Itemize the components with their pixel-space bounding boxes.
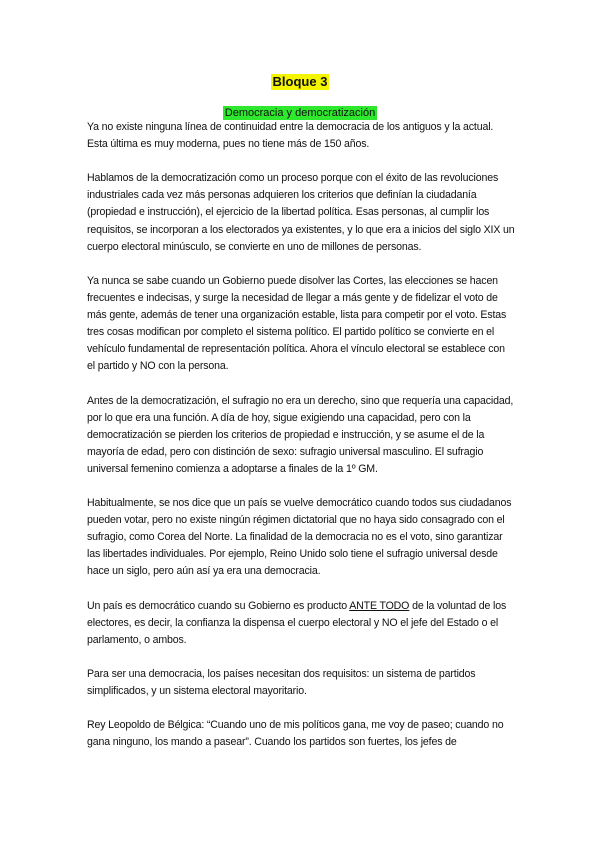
paragraph-6 (87, 598, 515, 649)
paragraph-8: Rey Leopoldo de Bélgica: “Cuando uno de mis políticos gana, me voy de paseo; cuando no gana ninguno, los mando a pasear”. Cuando los partidos son fuertes, los jefes de (87, 719, 504, 749)
document-subtitle: Democracia y democratización (224, 107, 376, 119)
paragraph-5: Habitualmente, se nos dice que un país se vuelve democrático cuando todos sus ciudadanos pueden votar, pero no existe ningún régimen dictatorial que no haya sido consagrado con el sufragio, como Corea del Norte. La finalidad de la democracia no es el voto, sino garantizar las libertades individuales. Por ejemplo, Reino Unido solo tiene el sufragio universal desde hace un siglo, pero aún así ya era una democracia. (87, 497, 512, 578)
document-title: Bloque 3 (272, 74, 328, 89)
paragraph-2: Hablamos de la democratización como un proceso porque con el éxito de las revoluciones industriales cada vez más personas adquieren los criterios que definían la ciudadanía (propiedad e instrucción), el ejercicio de la libertad política. Esas personas, al cumplir los requisitos, se incorporan a los electorados ya existentes, y lo que era a inicios del siglo XIX un cuerpo electoral minúsculo, se convierte en uno de millones de personas. (87, 172, 515, 253)
paragraph-1: Ya no existe ninguna línea de continuidad entre la democracia de los antiguos y la actual. Esta última es muy moderna, pues no tiene más de 150 años. (87, 121, 494, 151)
paragraph-4: Antes de la democratización, el sufragio no era un derecho, sino que requería una capacidad, por lo que era una función. A día de hoy, sigue exigiendo una capacidad, pero con la democratización se pierden los criterios de propiedad e instrucción, y se asume el de la mayoría de edad, pero con distinción de sexo: sufragio universal masculino. El sufragio universal femenino comienza a adoptarse a finales de la 1º GM. (87, 394, 514, 475)
paragraph-7: Para ser una democracia, los países necesitan dos requisitos: un sistema de partidos simplificados, y un sistema electoral mayoritario. (87, 668, 476, 698)
paragraph-6-part-1: Un país es democrático cuando su Gobierno es producto (87, 599, 350, 612)
title-container (0, 73, 600, 91)
paragraph-6-part-2: de la voluntad de los electores, es decir, la confianza la dispensa el cuerpo electoral y NO el jefe del Estado o el parlamento, o ambos. (87, 599, 507, 646)
paragraph-3: Ya nunca se sabe cuando un Gobierno puede disolver las Cortes, las elecciones se hacen frecuentes e indecisas, y surge la necesidad de llegar a más gente y de fidelizar el voto de más gente, además de tener una organización estable, lista para competir por el voto. Estas tres cosas modifican por completo el sistema político. El partido político se convierte en el vehículo fundamental de representación política. Ahora el vínculo electoral se establece con el partido y NO con la persona. (87, 274, 507, 373)
document-body (87, 119, 515, 769)
underlined-emphasis: ANTE TODO (349, 599, 410, 612)
